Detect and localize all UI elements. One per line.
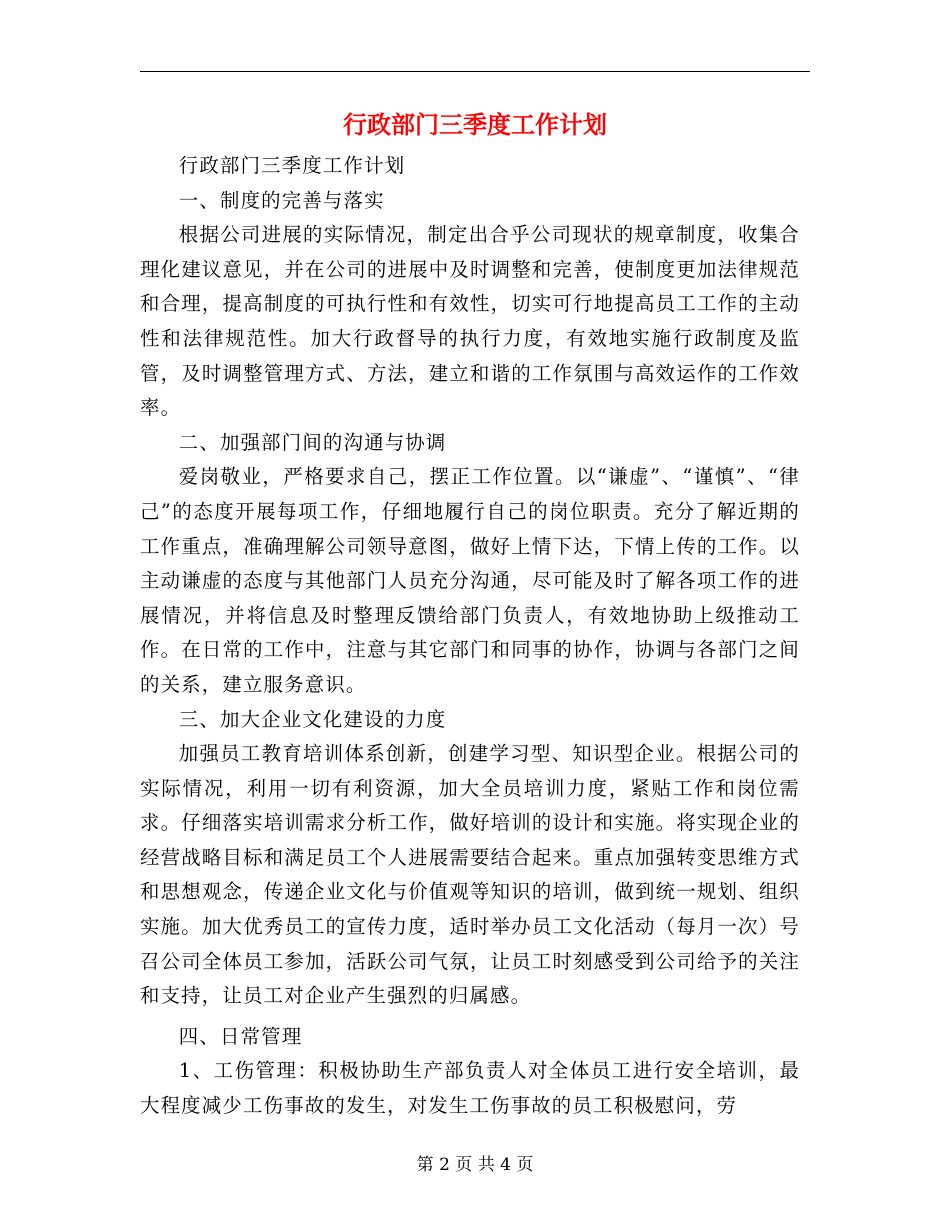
document-title: 行政部门三季度工作计划 [343,111,607,139]
section-3-paragraph: 加强员工教育培训体系创新，创建学习型、知识型企业。根据公司的实际情况，利用一切有利资源，加大全员培训力度，紧贴工作和岗位需求。仔细落实培训需求分析工作，做好培训的设计和实施。将实现企业的经营战略目标和满足员工个人进展需要结合起来。重点加强转变思维方式和思想观念，传递企业文化与价值观等知识的培训，做到统一规划、组织实施。加大优秀员工的宣传力度，适时举办员工文化活动（每月一次）号召公司全体员工参加，活跃公司气氛，让员工时刻感受到公司给予的关注和支持，让员工对企业产生强烈的归属感。 [140,742,800,1008]
section-2-paragraph: 爱岗敬业，严格要求自己，摆正工作位置。以“谦虚”、“谨慎”、“律己”的态度开展每项工作，仔细地履行自己的岗位职责。充分了解近期的工作重点，准确理解公司领导意图，做好上情下达，下情上传的工作。以主动谦虚的态度与其他部门人员充分沟通，尽可能及时了解各项工作的进展情况，并将信息及时整理反馈给部门负责人，有效地协助上级推动工作。在日常的工作中，注意与其它部门和同事的协作，协调与各部门之间的关系，建立服务意识。 [140,465,800,696]
header-rule [140,71,810,72]
document-body [140,149,800,1124]
section-heading-2: 二、加强部门间的沟通与协调 [178,430,447,454]
page-number: 第 2 页 共 4 页 [416,1155,534,1175]
section-heading-3: 三、加大企业文化建设的力度 [178,707,447,731]
section-1-paragraph: 根据公司进展的实际情况，制定出合乎公司现状的规章制度，收集合理化建议意见，并在公司的进展中及时调整和完善，使制度更加法律规范和合理，提高制度的可执行性和有效性，切实可行地提高员工工作的主动性和法律规范性。加大行政督导的执行力度，有效地实施行政制度及监管，及时调整管理方式、方法，建立和谐的工作氛围与高效运作的工作效率。 [140,223,800,420]
section-heading-1: 一、制度的完善与落实 [178,188,385,212]
section-heading-4: 四、日常管理 [178,1024,303,1048]
paragraph-subtitle: 行政部门三季度工作计划 [178,154,406,177]
section-4-paragraph: 1、工伤管理：积极协助生产部负责人对全体员工进行安全培训，最大程度减少工伤事故的发生，对发生工伤事故的员工积极慰问，劳 [140,1059,800,1118]
